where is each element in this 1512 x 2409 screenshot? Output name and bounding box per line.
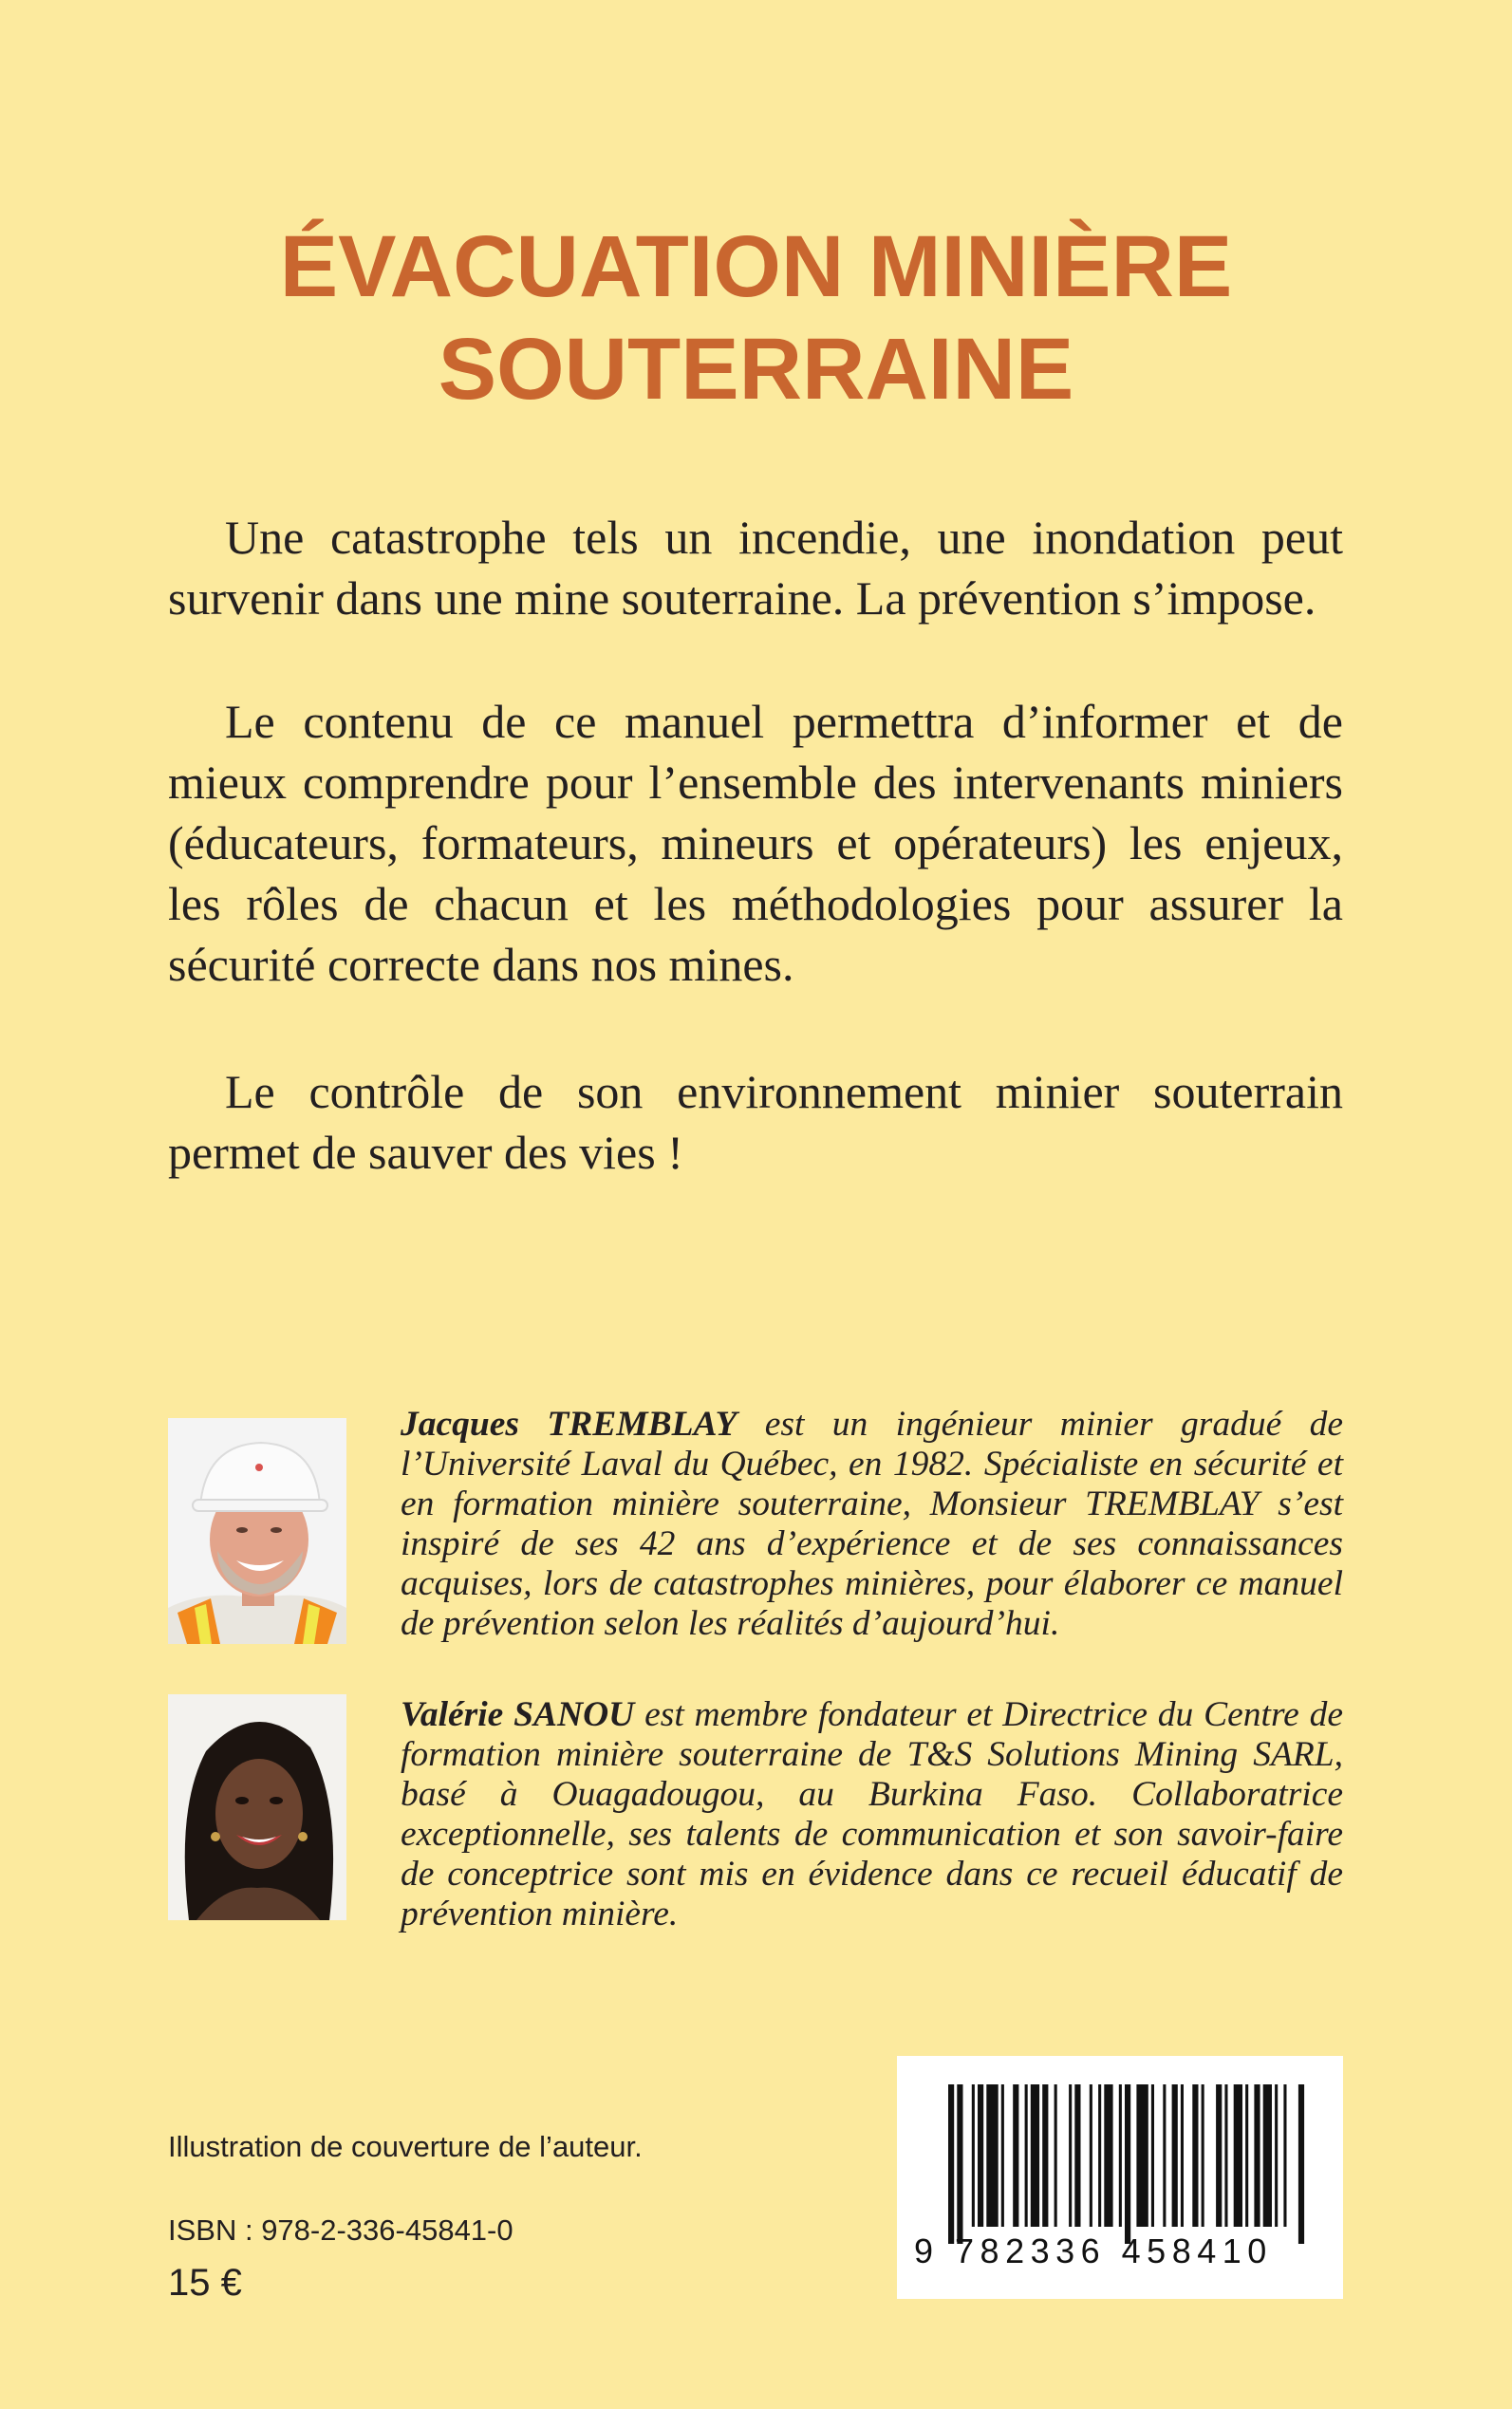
- author-bio-text-sanou: est membre fondateur et Directrice du Centre de formation minière souterraine de T&S Solutions Mining SARL, basé à Ouagadougou, au Burkina Faso. Collaboratrice exceptionnelle, ses talents de communication et son savoir-faire de conceptrice sont mis en évidence dans ce recueil éducatif de prévention minière.: [401, 1695, 1344, 1933]
- author-bio-text-tremblay: est un ingénieur minier gradué de l’Université Laval du Québec, en 1982. Spécialiste en sécurité et en formation minière souterraine, Monsieur TREMBLAY s’est inspiré de ses 42 ans d’expérience et de ses connaissances acquises, lors de catastrophes minières, pour élaborer ce manuel de prévention selon les réalités d’aujourd’hui.: [401, 1405, 1344, 1643]
- barcode-bar: [1104, 2084, 1112, 2227]
- barcode-bar: [1055, 2084, 1057, 2227]
- barcode-bar: [972, 2084, 975, 2227]
- barcode-bar: [1090, 2084, 1092, 2227]
- price: 15 €: [168, 2262, 242, 2304]
- isbn: ISBN : 978-2-336-45841-0: [168, 2213, 513, 2247]
- barcode-bar: [1181, 2084, 1184, 2227]
- author-bio-tremblay: [401, 1405, 1343, 1644]
- barcode-bar: [1263, 2084, 1272, 2227]
- blurb-paragraph-2: Le contenu de ce manuel permettra d’informer et de mieux comprendre pour l’ensemble des intervenants miniers (éducateurs, formateurs, mineurs et opérateurs) les enjeux, les rôles de chacun et les méthodologies pour assurer la sécurité correcte dans nos mines.: [168, 695, 1343, 991]
- barcode-bar: [1202, 2084, 1204, 2227]
- barcode-bar: [1234, 2084, 1242, 2227]
- barcode-bar: [1125, 2084, 1130, 2244]
- barcode-digits: 9 782336 458410: [914, 2232, 1273, 2270]
- barcode-bar: [1001, 2084, 1004, 2227]
- book-title-line-1: ÉVACUATION MINIÈRE: [279, 217, 1233, 315]
- barcode-bar: [1172, 2084, 1178, 2227]
- author-name-tremblay: Jacques TREMBLAY: [401, 1405, 737, 1444]
- barcode-bar: [1298, 2084, 1304, 2244]
- barcode-bar: [978, 2084, 983, 2227]
- cover-illustration-credit: Illustration de couverture de l’auteur.: [168, 2130, 643, 2163]
- barcode-bar: [1013, 2084, 1018, 2227]
- barcode-bar: [1069, 2084, 1072, 2227]
- barcode-bar: [1163, 2084, 1166, 2227]
- blurb-paragraph-3: Le contrôle de son environnement minier souterrain permet de sauver des vies !: [168, 1065, 1343, 1179]
- book-title-line-2: SOUTERRAINE: [438, 320, 1074, 418]
- barcode-bar: [1283, 2084, 1286, 2227]
- barcode-bar: [957, 2084, 962, 2244]
- author-name-sanou: Valérie SANOU: [401, 1695, 635, 1734]
- barcode-bar: [1136, 2084, 1148, 2227]
- barcode-bar: [1254, 2084, 1260, 2227]
- barcode: [897, 2056, 1343, 2299]
- book-title: [0, 215, 1512, 420]
- barcode-bar: [1216, 2084, 1222, 2227]
- barcode-bar: [1245, 2084, 1248, 2227]
- barcode-bar: [1031, 2084, 1039, 2227]
- barcode-bar: [1119, 2084, 1122, 2227]
- barcode-bar: [1224, 2084, 1227, 2227]
- barcode-bar: [1192, 2084, 1198, 2227]
- author-bio-sanou: [401, 1695, 1343, 1934]
- blurb-paragraph-1: Une catastrophe tels un incendie, une inondation peut survenir dans une mine souterraine. La prévention s’impose.: [168, 511, 1343, 625]
- barcode-bar: [1074, 2084, 1080, 2227]
- barcode-bar: [1098, 2084, 1101, 2227]
- author-photo-tremblay: [168, 1418, 346, 1644]
- author-photo-sanou: [168, 1694, 346, 1920]
- barcode-bar: [948, 2084, 954, 2244]
- barcode-bar: [986, 2084, 998, 2227]
- barcode-bar: [1151, 2084, 1154, 2227]
- barcode-bar: [1275, 2084, 1278, 2227]
- barcode-bar: [1042, 2084, 1048, 2227]
- barcode-bar: [1025, 2084, 1028, 2227]
